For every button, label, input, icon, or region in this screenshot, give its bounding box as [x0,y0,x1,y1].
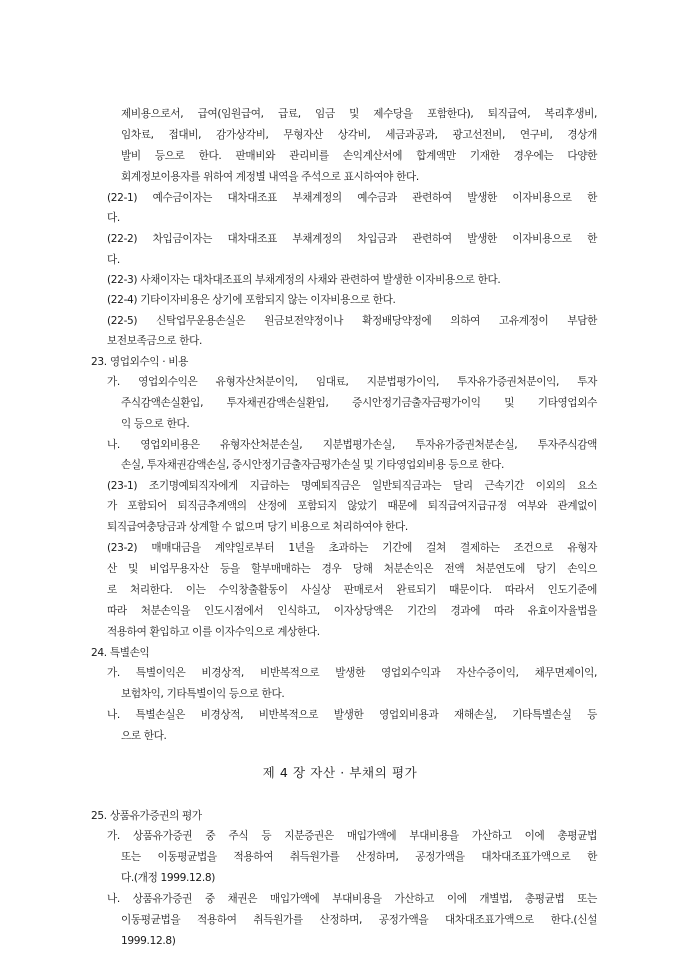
text-line: 가. 특별이익은 비경상적, 비반복적으로 발생한 영업외수익과 자산수증이익, 채무면제이익, [107,667,597,679]
text-line: (22-3) 사채이자는 대차대조표의 부채계정의 사채와 관련하여 발생한 이자비용으로 한다. [107,274,501,286]
section-heading: 25. 상품유가증권의 평가 [91,810,202,822]
section-heading: 23. 영업외수익 · 비용 [91,356,189,368]
text-line: 으로 한다. [121,730,167,742]
text-line: (22-5) 신탁업무운용손실은 원금보전약정이나 확정배당약정에 의하여 고유계정이 부담한 [107,315,597,327]
text-line: 주식감액손실환입, 투자채권감액손실환입, 증시안정기금출자금평가이익 및 기타영업외수 [121,397,597,409]
text-line: 발비 등으로 한다. 판매비와 관리비를 손익계산서에 합계액만 기재한 경우에는 다양한 [121,150,597,162]
chapter-title: 제 4 장 자산 · 부채의 평가 [262,765,418,780]
text-line: 가. 영업외수익은 유형자산처분이익, 임대료, 지분법평가이익, 투자유가증권처분이익, 투자 [107,376,597,388]
text-line: 익 등으로 한다. [121,418,190,430]
text-line: 적용하여 환입하고 이를 이자수익으로 계상한다. [107,626,320,638]
section-heading: 24. 특별손익 [91,647,150,659]
text-line: 산 및 비업무용자산 등을 할부매매하는 경우 당해 처분손익은 전액 처분연도에 당기 손익으 [107,563,597,575]
text-line: 로 처리한다. 이는 수익창출활동이 사실상 판매로서 완료되기 때문이다. 따라서 인도기준에 [107,584,597,596]
text-line: 가. 상품유가증권 중 주식 등 지분증권은 매입가액에 부대비용을 가산하고 이에 총평균법 [107,830,597,842]
text-line: 이동평균법을 적용하여 취득원가를 산정하며, 공정가액을 대차대조표가액으로 한다.(신설 [121,914,597,926]
text-line: 나. 특별손실은 비경상적, 비반복적으로 발생한 영업외비용과 재해손실, 기타특별손실 등 [107,709,597,721]
text-line: 제비용으로서, 급여(임원급여, 급료, 임금 및 제수당을 포함한다), 퇴직급여, 복리후생비, [121,108,597,120]
text-line: 다. [107,254,120,266]
text-line: 1999.12.8) [121,935,176,947]
text-line: (23-1) 조기명예퇴직자에게 지급하는 명예퇴직금은 일반퇴직금과는 달리 근속기간 이외의 요소 [107,480,597,492]
text-line: 나. 영업외비용은 유형자산처분손실, 지분법평가손실, 투자유가증권처분손실, 투자주식감액 [107,439,597,451]
text-line: 따라 처분손익을 인도시점에서 인식하고, 이자상당액은 기간의 경과에 따라 유효이자율법을 [107,605,597,617]
text-line: 퇴직급여충당금과 상계할 수 없으며 당기 비용으로 처리하여야 한다. [107,521,408,533]
text-line: 회계정보이용자를 위하여 계정별 내역을 주석으로 표시하여야 한다. [121,171,419,183]
text-line: (22-1) 예수금이자는 대차대조표 부채계정의 예수금과 관련하여 발생한 이자비용으로 한 [107,192,597,204]
text-line: 또는 이동평균법을 적용하여 취득원가를 산정하며, 공정가액을 대차대조표가액으로 한 [121,851,597,863]
text-line: (22-2) 차입금이자는 대차대조표 부채계정의 차입금과 관련하여 발생한 이자비용으로 한 [107,233,597,245]
text-line: 나. 상품유가증권 중 채권은 매입가액에 부대비용을 가산하고 이에 개별법, 총평균법 또는 [107,893,597,905]
text-line: 임차료, 접대비, 감가상각비, 무형자산 상각비, 세금과공과, 광고선전비, 연구비, 경상개 [121,129,597,141]
text-line: 가 포함되어 퇴직금추계액의 산정에 포함되지 않았기 때문에 퇴직급여지급규정 여부와 관계없이 [107,500,597,512]
text-line: 다.(개정 1999.12.8) [121,872,216,884]
text-line: 손실, 투자채권감액손실, 증시안정기금출자금평가손실 및 기타영업외비용 등으로 한다. [121,459,504,471]
text-line: (23-2) 매매대금을 계약일로부터 1년을 초과하는 기간에 걸쳐 결제하는 조건으로 유형자 [107,542,597,554]
text-line: 보험차익, 기타특별이익 등으로 한다. [121,688,285,700]
text-line: 보전보족금으로 한다. [107,335,202,347]
text-line: 다. [107,212,120,224]
text-line: (22-4) 기타이자비용은 상기에 포함되지 않는 이자비용으로 한다. [107,294,396,306]
